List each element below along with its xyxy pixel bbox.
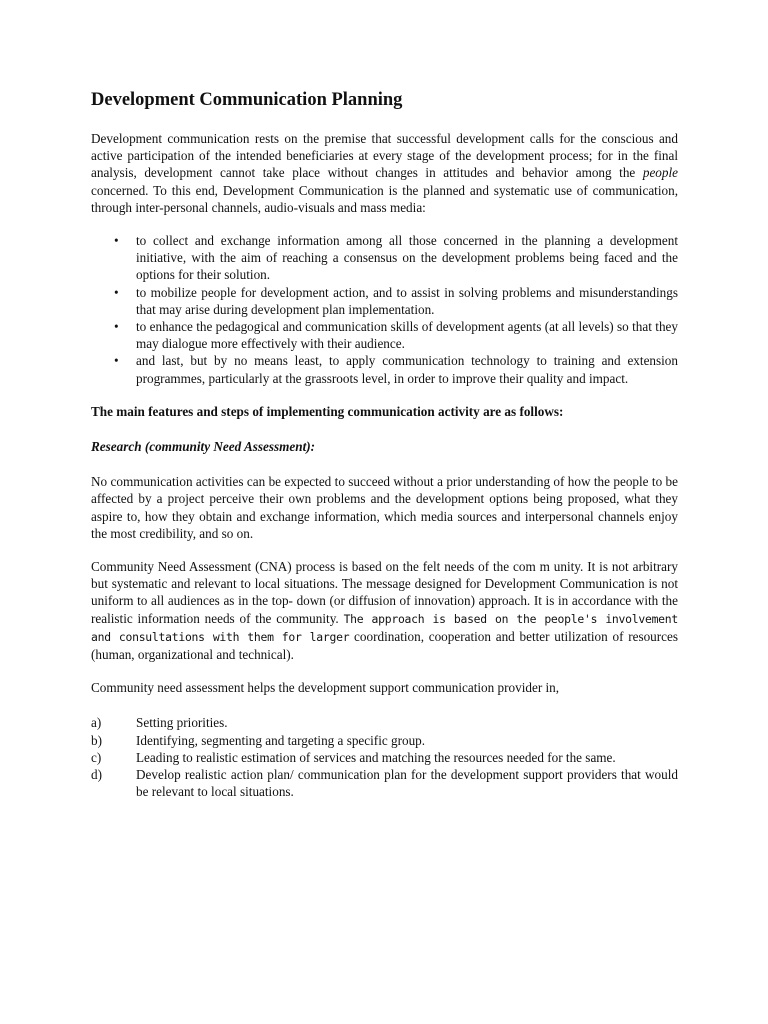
- features-heading: The main features and steps of implementing communication activity are as follows:: [91, 403, 564, 419]
- list-marker: b): [91, 732, 102, 748]
- bullet-icon: •: [114, 284, 119, 300]
- cna-paragraph: [91, 558, 678, 663]
- research-paragraph: No communication activities can be expected to succeed without a prior understanding of how the people to be affected by a project perceive their own problems and the development options being proposed, what they aspire to, how they obtain and exchange information, which media sources and interpersonal channels enjoy the most credibility, and so on.: [91, 474, 678, 541]
- list-item: [91, 352, 678, 386]
- list-marker: a): [91, 715, 102, 731]
- list-item: [91, 318, 678, 352]
- helps-paragraph: Community need assessment helps the development support communication provider in,: [91, 680, 560, 696]
- list-item-text: to mobilize people for development action, and to assist in solving problems and misunderstandings that may arise during development plan implementation.: [136, 284, 678, 317]
- list-item-text: Setting priorities.: [136, 715, 228, 731]
- research-heading: Research (community Need Assessment):: [91, 439, 316, 455]
- list-item: [91, 284, 678, 318]
- intro-paragraph: [91, 130, 678, 216]
- intro-italic-word: people: [642, 165, 678, 181]
- cna-text-end: coordination, cooperation and better utilization of resources (human, organizational and technical).: [91, 628, 678, 663]
- list-marker: c): [91, 749, 102, 765]
- steps-list: [91, 714, 678, 800]
- bullet-icon: •: [114, 353, 119, 369]
- bullet-icon: •: [114, 233, 119, 249]
- intro-text-start: Development communication rests on the premise that successful development calls for the conscious and active participation of the intended beneficiaries at every stage of the development process; for in the final analysis, development cannot take place without changes in attitudes and behavior among the: [91, 131, 678, 181]
- list-item: [91, 749, 678, 766]
- list-marker: d): [91, 767, 102, 783]
- intro-text-end: concerned. To this end, Development Communication is the planned and systematic use of communication, through inter-personal channels, audio-visuals and mass media:: [91, 182, 678, 215]
- list-item-text: Develop realistic action plan/ communication plan for the development support providers that would be relevant to local situations.: [136, 767, 678, 800]
- list-item-text: and last, but by no means least, to apply communication technology to training and extension programmes, particularly at the grassroots level, in order to improve their quality and impact.: [136, 353, 678, 386]
- page-title: Development Communication Planning: [91, 90, 403, 110]
- document-page: [91, 88, 678, 801]
- list-item: [91, 732, 678, 749]
- list-item: [91, 766, 678, 800]
- objectives-list: [91, 232, 678, 387]
- list-item-text: Leading to realistic estimation of services and matching the resources needed for the same.: [136, 749, 616, 765]
- cna-text-start: Community Need Assessment (CNA) process is based on the felt needs of the com m unity. It is not arbitrary but systematic and relevant to local situations. The message designed for Development Communication is not uniform to all audiences as in the top- down (or diffusion of innovation) approach. It is in accordance with the realistic information needs of the community.: [91, 559, 678, 626]
- list-item: [91, 714, 678, 731]
- list-item-text: Identifying, segmenting and targeting a specific group.: [136, 732, 426, 748]
- list-item-text: to collect and exchange information among all those concerned in the planning a development initiative, with the aim of reaching a consensus on the development problems being faced and the options for their solution.: [136, 233, 678, 283]
- bullet-icon: •: [114, 319, 119, 335]
- cna-mono-text: The approach is based on the people's involvement and consultations with them for larger: [91, 611, 679, 644]
- list-item: [91, 232, 678, 284]
- list-item-text: to enhance the pedagogical and communication skills of development agents (at all levels) so that they may dialogue more effectively with their audience.: [136, 319, 678, 352]
